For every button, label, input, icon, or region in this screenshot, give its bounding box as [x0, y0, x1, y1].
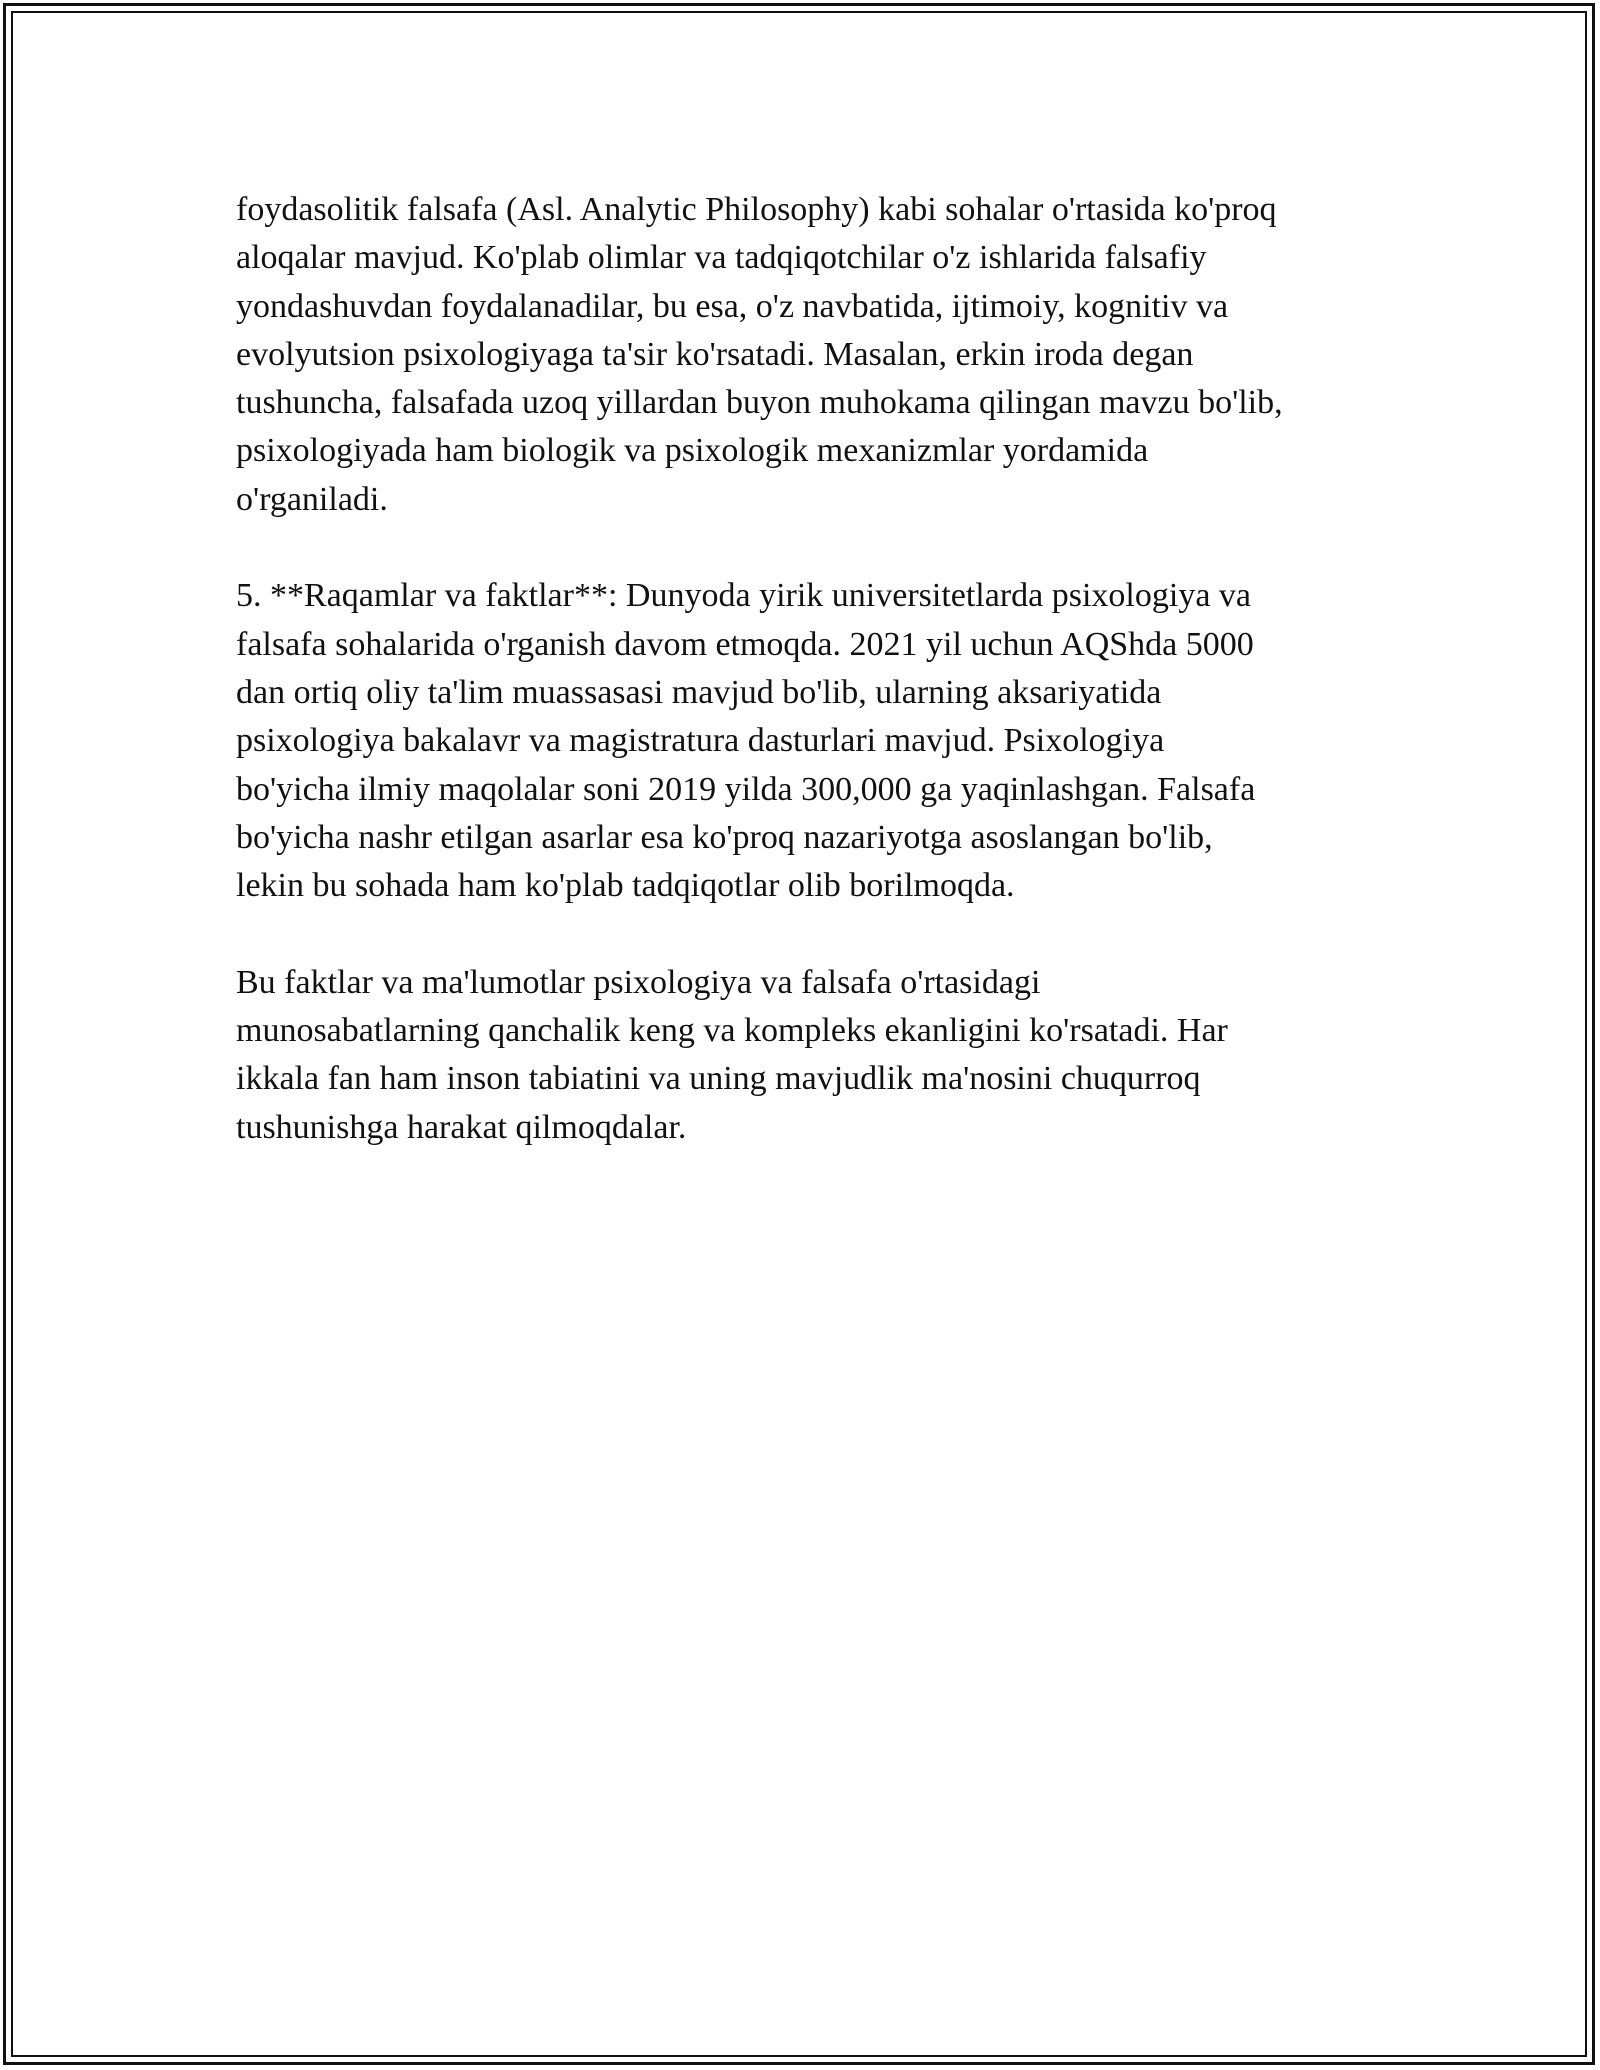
- text-line: ikkala fan ham inson tabiatini va uning mavjudlik ma'nosini chuqurroq: [236, 1060, 1201, 1098]
- text-line: aloqalar mavjud. Ko'plab olimlar va tadqiqotchilar o'z ishlarida falsafiy: [236, 239, 1207, 277]
- text-line: 5. **Raqamlar va faktlar**: Dunyoda yirik universitetlarda psixologiya va: [236, 577, 1252, 615]
- text-line: psixologiyada ham biologik va psixologik mexanizmlar yordamida: [236, 432, 1149, 470]
- document-body: [236, 186, 1386, 1200]
- text-line: psixologiya bakalavr va magistratura dasturlari mavjud. Psixologiya: [236, 722, 1165, 760]
- text-line: lekin bu sohada ham ko'plab tadqiqotlar olib borilmoqda.: [236, 867, 1015, 905]
- text-line: bo'yicha ilmiy maqolalar soni 2019 yilda 300,000 ga yaqinlashgan. Falsafa: [236, 770, 1256, 808]
- text-line: dan ortiq oliy ta'lim muassasasi mavjud bo'lib, ularning aksariyatida: [236, 673, 1162, 711]
- text-line: falsafa sohalarida o'rganish davom etmoqda. 2021 yil uchun AQShda 5000: [236, 625, 1254, 663]
- text-line: bo'yicha nashr etilgan asarlar esa ko'proq nazariyotga asoslangan bo'lib,: [236, 818, 1213, 856]
- paragraph-1: [236, 186, 1386, 524]
- text-line: munosabatlarning qanchalik keng va kompleks ekanligini ko'rsatadi. Har: [236, 1012, 1228, 1050]
- text-line: yondashuvdan foydalanadilar, bu esa, o'z navbatida, ijtimoiy, kognitiv va: [236, 287, 1229, 325]
- text-line: tushuncha, falsafada uzoq yillardan buyon muhokama qilingan mavzu bo'lib,: [236, 384, 1283, 422]
- text-line: o'rganiladi.: [236, 480, 388, 518]
- paragraph-2: [236, 572, 1386, 910]
- text-line: evolyutsion psixologiyaga ta'sir ko'rsatadi. Masalan, erkin iroda degan: [236, 335, 1194, 373]
- text-line: Bu faktlar va ma'lumotlar psixologiya va falsafa o'rtasidagi: [236, 963, 1041, 1001]
- text-line: foydasolitik falsafa (Asl. Analytic Philosophy) kabi sohalar o'rtasida ko'proq: [236, 191, 1277, 228]
- text-line: tushunishga harakat qilmoqdalar.: [236, 1108, 687, 1146]
- paragraph-3: [236, 959, 1386, 1152]
